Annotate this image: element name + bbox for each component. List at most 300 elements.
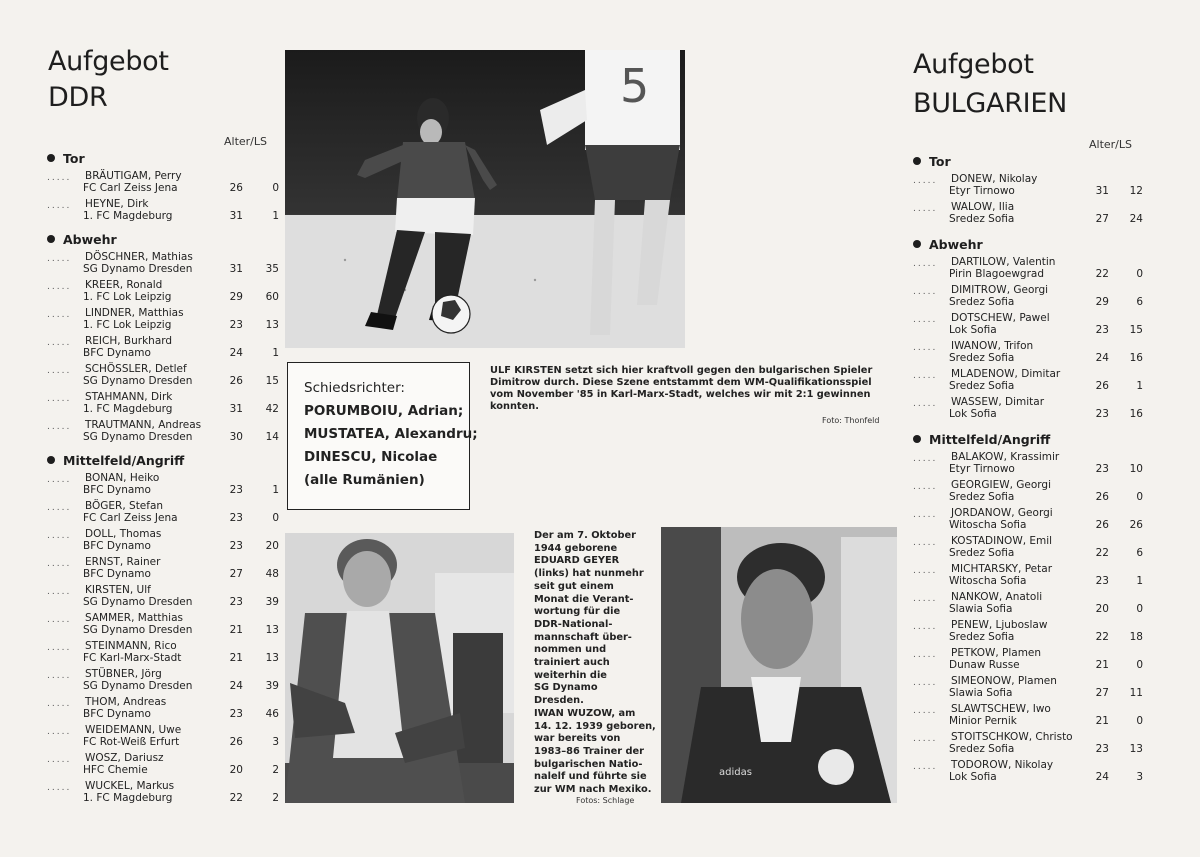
player-name: GEORGIEW, Georgi	[951, 479, 1051, 491]
player-club: BFC Dynamo	[83, 568, 151, 580]
coaches-caption-line: 1983–86 Trainer der	[534, 745, 644, 757]
player-name: KOSTADINOW, Emil	[951, 535, 1053, 547]
player-club: FC Carl Zeiss Jena	[83, 512, 178, 524]
coaches-caption-line: war bereits von	[534, 733, 621, 745]
leader-dots: .....	[913, 510, 938, 520]
player-row	[47, 611, 282, 639]
player-club: Sredez Sofia	[949, 547, 1015, 559]
player-name: WOSZ, Dariusz	[85, 752, 164, 764]
player-caps: 0	[272, 512, 279, 524]
player-name: SIMEONOW, Plamen	[951, 675, 1057, 687]
player-row	[47, 362, 282, 390]
player-caps: 1	[1136, 380, 1143, 392]
leader-dots: .....	[47, 282, 72, 292]
player-name: THOM, Andreas	[85, 696, 167, 708]
player-row	[913, 200, 1148, 228]
player-club: BFC Dynamo	[83, 540, 151, 552]
player-row	[47, 334, 282, 362]
player-name: DOLL, Thomas	[85, 528, 162, 540]
player-name: NANKOW, Anatoli	[951, 591, 1043, 603]
player-row	[913, 395, 1148, 423]
coaches-caption	[534, 530, 659, 797]
coaches-caption-line: seit gut einem	[534, 580, 614, 592]
leader-dots: .....	[47, 783, 72, 793]
leader-dots: .....	[913, 538, 938, 548]
player-age: 26	[229, 375, 243, 387]
player-age: 23	[229, 708, 243, 720]
player-club: SG Dynamo Dresden	[83, 375, 193, 387]
coaches-caption-line: Der am 7. Oktober	[534, 530, 636, 541]
section-label: Mittelfeld/Angriff	[929, 431, 1051, 447]
player-caps: 60	[265, 291, 279, 303]
leader-dots: .....	[913, 482, 938, 492]
section-heading	[47, 452, 282, 468]
player-name: HEYNE, Dirk	[85, 198, 149, 210]
player-caps: 14	[265, 431, 279, 443]
coaches-photo-credit: Fotos: Schlage	[576, 796, 635, 805]
player-name: SLAWTSCHEW, Iwo	[951, 703, 1051, 715]
player-name: DOTSCHEW, Pawel	[951, 312, 1050, 324]
coaches-caption-line: Monat die Verant-	[534, 593, 634, 605]
player-row	[47, 306, 282, 334]
player-age: 31	[229, 210, 243, 222]
leader-dots: .....	[913, 259, 938, 269]
player-caps: 10	[1129, 463, 1143, 475]
match-caption	[490, 365, 900, 413]
player-name: MICHTARSKY, Petar	[951, 563, 1053, 575]
coaches-caption-line: EDUARD GEYER	[534, 555, 620, 567]
player-club: Sredez Sofia	[949, 631, 1015, 643]
player-age: 21	[1095, 715, 1109, 727]
player-name: PENEW, Ljuboslaw	[951, 619, 1048, 631]
player-age: 24	[229, 680, 243, 692]
coaches-caption-line: weiterhin die	[534, 669, 607, 681]
match-caption-line: konnten.	[490, 401, 539, 412]
player-row	[47, 527, 282, 555]
player-club: FC Carl Zeiss Jena	[83, 182, 178, 194]
player-age: 23	[1095, 408, 1109, 420]
player-club: SG Dynamo Dresden	[83, 624, 193, 636]
player-age: 31	[229, 403, 243, 415]
player-name: BRÄUTIGAM, Perry	[85, 170, 182, 182]
coaches-caption-line: zur WM nach Mexiko.	[534, 784, 652, 796]
player-name: TRAUTMANN, Andreas	[85, 419, 202, 431]
player-row	[913, 172, 1148, 200]
match-caption-line: ULF KIRSTEN setzt sich hier kraftvoll gegen den bulgarischen Spieler	[490, 365, 873, 376]
leader-dots: .....	[47, 559, 72, 569]
coaches-caption-line: trainiert auch	[534, 657, 610, 669]
player-caps: 39	[265, 596, 279, 608]
player-caps: 0	[1136, 491, 1143, 503]
player-row	[913, 534, 1148, 562]
player-club: Etyr Tirnowo	[949, 463, 1015, 475]
player-name: WASSEW, Dimitar	[951, 396, 1045, 408]
player-caps: 2	[272, 764, 279, 776]
leader-dots: .....	[913, 762, 938, 772]
player-club: Etyr Tirnowo	[949, 185, 1015, 197]
leader-dots: .....	[47, 173, 72, 183]
player-row	[47, 555, 282, 583]
leader-dots: .....	[47, 338, 72, 348]
player-caps: 2	[272, 792, 279, 804]
player-row	[913, 255, 1148, 283]
bul-title-line1: Aufgebot	[913, 49, 1034, 80]
coaches-caption-line: wortung für die	[534, 606, 621, 618]
leader-dots: .....	[913, 204, 938, 214]
bullet-icon	[913, 435, 921, 443]
player-club: Dunaw Russe	[949, 659, 1020, 671]
referee-line-4: (alle Rumänien)	[304, 472, 425, 488]
coaches-caption-line: SG Dynamo	[534, 682, 598, 694]
ddr-title-line1: Aufgebot	[48, 46, 169, 77]
player-name: KREER, Ronald	[85, 279, 163, 291]
ddr-title-line2: DDR	[48, 82, 108, 113]
player-row	[47, 250, 282, 278]
match-photo-image	[285, 50, 685, 348]
player-caps: 0	[1136, 659, 1143, 671]
player-age: 24	[1095, 352, 1109, 364]
leader-dots: .....	[47, 310, 72, 320]
geyer-photo-image	[285, 533, 514, 803]
player-row	[47, 499, 282, 527]
coaches-caption-line: mannschaft über-	[534, 631, 632, 643]
ddr-roster	[47, 150, 282, 807]
player-caps: 13	[265, 319, 279, 331]
player-age: 27	[1095, 687, 1109, 699]
player-row	[913, 339, 1148, 367]
player-age: 24	[229, 347, 243, 359]
player-caps: 0	[1136, 715, 1143, 727]
player-age: 22	[1095, 268, 1109, 280]
player-caps: 13	[1129, 743, 1143, 755]
player-caps: 6	[1136, 296, 1143, 308]
player-caps: 15	[265, 375, 279, 387]
player-row	[47, 639, 282, 667]
player-age: 29	[229, 291, 243, 303]
player-row	[913, 618, 1148, 646]
leader-dots: .....	[47, 366, 72, 376]
player-club: SG Dynamo Dresden	[83, 596, 193, 608]
player-age: 23	[1095, 743, 1109, 755]
player-caps: 1	[272, 484, 279, 496]
player-caps: 11	[1129, 687, 1143, 699]
player-row	[913, 506, 1148, 534]
player-name: DÖSCHNER, Mathias	[85, 251, 193, 263]
section-heading	[913, 431, 1148, 447]
section-label: Abwehr	[929, 236, 983, 252]
match-photo	[285, 50, 685, 348]
leader-dots: .....	[47, 615, 72, 625]
player-caps: 3	[272, 736, 279, 748]
player-name: WEIDEMANN, Uwe	[85, 724, 182, 736]
player-row	[913, 367, 1148, 395]
leader-dots: .....	[47, 475, 72, 485]
player-caps: 16	[1129, 352, 1143, 364]
leader-dots: .....	[47, 531, 72, 541]
leader-dots: .....	[913, 399, 938, 409]
leader-dots: .....	[47, 671, 72, 681]
section-heading	[913, 153, 1148, 169]
referee-line-2: MUSTATEA, Alexandru;	[304, 426, 478, 442]
player-name: JORDANOW, Georgi	[951, 507, 1053, 519]
player-name: STAHMANN, Dirk	[85, 391, 173, 403]
leader-dots: .....	[913, 176, 938, 186]
player-age: 23	[229, 512, 243, 524]
referee-line-3: DINESCU, Nicolae	[304, 449, 438, 465]
jacket-brand: adidas	[719, 767, 752, 778]
player-age: 24	[1095, 771, 1109, 783]
leader-dots: .....	[47, 699, 72, 709]
section-label: Abwehr	[63, 231, 117, 247]
player-caps: 13	[265, 652, 279, 664]
leader-dots: .....	[47, 503, 72, 513]
coaches-caption-line: IWAN WUZOW, am	[534, 707, 636, 719]
player-caps: 6	[1136, 547, 1143, 559]
shirt-number: 5	[620, 59, 650, 113]
player-caps: 12	[1129, 185, 1143, 197]
referee-heading: Schiedsrichter:	[304, 380, 405, 396]
player-name: DONEW, Nikolay	[951, 173, 1038, 185]
player-row	[47, 723, 282, 751]
player-club: HFC Chemie	[83, 764, 148, 776]
player-row	[47, 169, 282, 197]
player-caps: 1	[272, 347, 279, 359]
player-club: 1. FC Lok Leipzig	[83, 291, 172, 303]
leader-dots: .....	[913, 734, 938, 744]
match-caption-line: Dimitrow durch. Diese Szene entstammt dem WM-Qualifikationsspiel	[490, 377, 872, 388]
player-age: 22	[1095, 547, 1109, 559]
player-club: SG Dynamo Dresden	[83, 263, 193, 275]
player-caps: 16	[1129, 408, 1143, 420]
player-club: BFC Dynamo	[83, 484, 151, 496]
player-row	[47, 779, 282, 807]
bul-roster	[913, 153, 1148, 786]
coaches-caption-line: nommen und	[534, 644, 607, 656]
player-name: IWANOW, Trifon	[951, 340, 1034, 352]
player-row	[913, 674, 1148, 702]
leader-dots: .....	[47, 201, 72, 211]
coaches-caption-line: (links) hat nunmehr	[534, 568, 644, 580]
player-club: Sredez Sofia	[949, 213, 1015, 225]
section-heading	[913, 236, 1148, 252]
player-age: 20	[1095, 603, 1109, 615]
player-age: 26	[1095, 519, 1109, 531]
leader-dots: .....	[47, 643, 72, 653]
geyer-photo	[285, 533, 514, 803]
referee-box	[287, 362, 478, 510]
leader-dots: .....	[47, 755, 72, 765]
player-name: TODOROW, Nikolay	[951, 759, 1054, 771]
ddr-stats-header: Alter/LS	[224, 135, 268, 148]
player-club: Sredez Sofia	[949, 296, 1015, 308]
player-age: 23	[1095, 324, 1109, 336]
bullet-icon	[47, 456, 55, 464]
player-name: WALOW, Ilia	[951, 201, 1015, 213]
player-caps: 0	[1136, 268, 1143, 280]
bul-title-line2: BULGARIEN	[913, 88, 1068, 119]
player-row	[913, 562, 1148, 590]
match-photo-credit: Foto: Thonfeld	[822, 416, 880, 425]
section-label: Tor	[63, 150, 85, 166]
player-name: SAMMER, Matthias	[85, 612, 183, 624]
player-club: SG Dynamo Dresden	[83, 431, 193, 443]
leader-dots: .....	[47, 394, 72, 404]
player-age: 26	[229, 182, 243, 194]
section-heading	[47, 150, 282, 166]
player-age: 26	[1095, 491, 1109, 503]
player-club: Lok Sofia	[949, 324, 997, 336]
player-club: BFC Dynamo	[83, 347, 151, 359]
player-club: FC Rot-Weiß Erfurt	[83, 736, 180, 748]
player-age: 20	[229, 764, 243, 776]
player-caps: 0	[272, 182, 279, 194]
section-heading	[47, 231, 282, 247]
player-caps: 20	[265, 540, 279, 552]
player-row	[913, 450, 1148, 478]
player-age: 23	[229, 596, 243, 608]
player-name: PETKOW, Plamen	[951, 647, 1042, 659]
coaches-caption-line: nalelf und führte sie	[534, 771, 647, 783]
player-age: 22	[229, 792, 243, 804]
leader-dots: .....	[913, 343, 938, 353]
bullet-icon	[47, 154, 55, 162]
player-name: STÜBNER, Jörg	[85, 668, 162, 680]
coaches-caption-line: 1944 geborene	[534, 542, 618, 554]
player-row	[47, 695, 282, 723]
leader-dots: .....	[913, 678, 938, 688]
leader-dots: .....	[913, 454, 938, 464]
player-row	[913, 758, 1148, 786]
player-caps: 1	[272, 210, 279, 222]
match-caption-line: vom November '85 in Karl-Marx-Stadt, welches wir mit 2:1 gewinnen	[490, 389, 871, 400]
player-club: Sredez Sofia	[949, 380, 1015, 392]
player-row	[913, 311, 1148, 339]
leader-dots: .....	[47, 422, 72, 432]
player-name: WUCKEL, Markus	[85, 780, 175, 792]
player-age: 23	[229, 540, 243, 552]
leader-dots: .....	[913, 315, 938, 325]
player-age: 27	[1095, 213, 1109, 225]
player-row	[47, 751, 282, 779]
player-caps: 13	[265, 624, 279, 636]
leader-dots: .....	[913, 650, 938, 660]
player-club: Witoscha Sofia	[949, 519, 1027, 531]
player-club: Lok Sofia	[949, 408, 997, 420]
player-caps: 48	[265, 568, 279, 580]
player-age: 23	[229, 484, 243, 496]
leader-dots: .....	[47, 727, 72, 737]
player-caps: 26	[1129, 519, 1143, 531]
player-caps: 42	[265, 403, 279, 415]
player-age: 23	[229, 319, 243, 331]
player-row	[913, 478, 1148, 506]
player-name: BÖGER, Stefan	[85, 500, 164, 512]
bul-stats-header: Alter/LS	[1089, 138, 1133, 151]
player-age: 31	[229, 263, 243, 275]
player-age: 22	[1095, 631, 1109, 643]
player-caps: 39	[265, 680, 279, 692]
player-caps: 24	[1129, 213, 1143, 225]
player-row	[913, 590, 1148, 618]
player-club: BFC Dynamo	[83, 708, 151, 720]
player-age: 21	[229, 624, 243, 636]
player-name: REICH, Burkhard	[85, 335, 173, 347]
leader-dots: .....	[913, 371, 938, 381]
player-club: Witoscha Sofia	[949, 575, 1027, 587]
player-age: 30	[229, 431, 243, 443]
player-row	[47, 390, 282, 418]
player-age: 27	[229, 568, 243, 580]
leader-dots: .....	[913, 706, 938, 716]
coaches-caption-line: Dresden.	[534, 695, 584, 707]
leader-dots: .....	[47, 587, 72, 597]
bullet-icon	[47, 235, 55, 243]
player-row	[913, 730, 1148, 758]
player-club: Sredez Sofia	[949, 491, 1015, 503]
player-age: 26	[229, 736, 243, 748]
player-club: Minior Pernik	[949, 715, 1017, 727]
player-age: 29	[1095, 296, 1109, 308]
player-club: Lok Sofia	[949, 771, 997, 783]
player-row	[47, 667, 282, 695]
player-age: 21	[229, 652, 243, 664]
referee-line-1: PORUMBOIU, Adrian;	[304, 403, 464, 419]
bullet-icon	[913, 157, 921, 165]
player-club: 1. FC Magdeburg	[83, 792, 173, 804]
player-caps: 1	[1136, 575, 1143, 587]
player-club: 1. FC Magdeburg	[83, 403, 173, 415]
player-row	[913, 702, 1148, 730]
leader-dots: .....	[47, 254, 72, 264]
player-row	[47, 418, 282, 446]
player-name: BONAN, Heiko	[85, 472, 160, 484]
player-row	[47, 471, 282, 499]
player-name: LINDNER, Matthias	[85, 307, 184, 319]
player-club: 1. FC Lok Leipzig	[83, 319, 172, 331]
wuzow-photo-image	[661, 527, 897, 803]
player-club: SG Dynamo Dresden	[83, 680, 193, 692]
player-name: DARTILOW, Valentin	[951, 256, 1056, 268]
player-age: 31	[1095, 185, 1109, 197]
player-caps: 3	[1136, 771, 1143, 783]
player-name: KIRSTEN, Ulf	[85, 584, 151, 596]
player-club: Slawia Sofia	[949, 603, 1013, 615]
section-label: Mittelfeld/Angriff	[63, 452, 185, 468]
player-age: 23	[1095, 463, 1109, 475]
bullet-icon	[913, 240, 921, 248]
player-club: FC Karl-Marx-Stadt	[83, 652, 182, 664]
player-name: ERNST, Rainer	[85, 556, 161, 568]
player-caps: 0	[1136, 603, 1143, 615]
player-caps: 35	[265, 263, 279, 275]
player-caps: 18	[1129, 631, 1143, 643]
player-row	[47, 197, 282, 225]
coaches-caption-line: bulgarischen Natio-	[534, 758, 643, 770]
player-club: Slawia Sofia	[949, 687, 1013, 699]
coaches-caption-line: 14. 12. 1939 geboren,	[534, 720, 656, 732]
coaches-caption-line: DDR-National-	[534, 618, 613, 630]
player-club: 1. FC Magdeburg	[83, 210, 173, 222]
player-age: 23	[1095, 575, 1109, 587]
player-row	[913, 646, 1148, 674]
section-label: Tor	[929, 153, 951, 169]
player-name: SCHÖSSLER, Detlef	[85, 363, 187, 375]
player-name: STEINMANN, Rico	[85, 640, 177, 652]
wuzow-photo	[661, 527, 897, 803]
player-name: STOITSCHKOW, Christo	[951, 731, 1073, 743]
player-row	[47, 583, 282, 611]
player-name: MLADENOW, Dimitar	[951, 368, 1061, 380]
